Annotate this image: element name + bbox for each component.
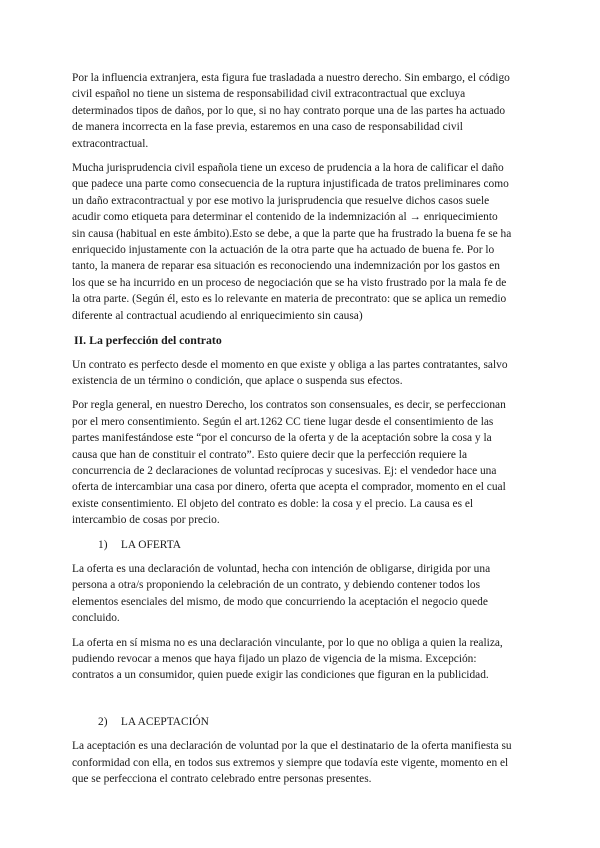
list-title: LA OFERTA [120, 538, 181, 551]
list-heading-aceptacion [98, 714, 512, 730]
paragraph-jurisprudencia: Mucha jurisprudencia civil española tiene un exceso de prudencia a la hora de calificar el daño que padece una parte como consecuencia de la ruptura injustificada de tratos preliminares como un daño extracontractual y por ese motivo la jurisprudencia que resuelve dichos casos suele acudir como etiqueta para determinar el contenido de la indemnización al → enriquecimiento sin causa (habitual en este ámbito).Esto se debe, a que la parte que ha frustrado la buena fe se ha enriquecido injustamente con la actuación de la otra parte que ha actuado de buena fe. Por lo tanto, la manera de reparar esa situación es reconociendo una indemnización por los gastos en los que se ha incurrido en un proceso de negociación que se ha visto frustrado por la mala fe de la otra parte. (Según él, esto es lo relevante en materia de precontrato: que se aplica un remedio diferente al contractual acudiendo al enriquecimiento sin causa) [72, 162, 512, 322]
paragraph-contrato-perfecto: Un contrato es perfecto desde el momento en que existe y obliga a las partes contratantes, salvo existencia de un término o condición, que aplace o suspenda sus efectos. [72, 358, 508, 387]
list-number: 1) [98, 538, 108, 551]
list-number: 2) [98, 715, 108, 728]
section-heading: II. La perfección del contrato [74, 333, 222, 348]
paragraph-aceptacion-definicion: La aceptación es una declaración de voluntad por la que el destinatario de la oferta manifiesta su conformidad con ella, en todos sus extremos y siempre que todavía este vigente, momento en el que se perfecciona el contrato celebrado entre personas presentes. [72, 740, 512, 786]
paragraph-oferta-definicion: La oferta es una declaración de voluntad, hecha con intención de obligarse, dirigida por una persona a otra/s proponiendo la celebración de un contrato, y debiendo contener todos los elementos esenciales del mismo, de modo que concurriendo la aceptación el negocio quede concluido. [72, 562, 491, 625]
paragraph-influencia-extranjera: Por la influencia extranjera, esta figura fue trasladada a nuestro derecho. Sin embargo, el código civil español no tiene un sistema de responsabilidad civil extracontractual que excluya determinados tipos de daños, por lo que, si no hay contrato porque una de las partes ha actuado de manera incorrecta en la fase previa, estaremos en una caso de responsabilidad civil extracontractual. [72, 72, 510, 150]
list-title: LA ACEPTACIÓN [120, 715, 209, 728]
list-heading-oferta [98, 537, 512, 553]
document-page [72, 70, 512, 795]
paragraph-regla-general: Por regla general, en nuestro Derecho, los contratos son consensuales, es decir, se perfeccionan por el mero consentimiento. Según el art.1262 CC tiene lugar desde el consentimiento de las partes manifestándose este “por el concurso de la oferta y de la aceptación sobre la cosa y la causa que han de constituir el contrato”. Esto quiere decir que la perfección requiere la concurrencia de 2 declaraciones de voluntad recíprocas y sucesivas. Ej: el vendedor hace una oferta de intercambiar una casa por dinero, oferta que acepta el comprador, momento en el cual existe consentimiento. El objeto del contrato es doble: la cosa y el precio. La causa es el intercambio de cosas por precio. [72, 399, 506, 527]
paragraph-oferta-no-vinculante: La oferta en sí misma no es una declaración vinculante, por lo que no obliga a quien la realiza, pudiendo revocar a menos que haya fijado un plazo de vigencia de la misma. Excepción: contratos a un consumidor, quien puede exigir las condiciones que figuran en la publicidad. [72, 636, 503, 682]
blank-space [72, 692, 512, 714]
